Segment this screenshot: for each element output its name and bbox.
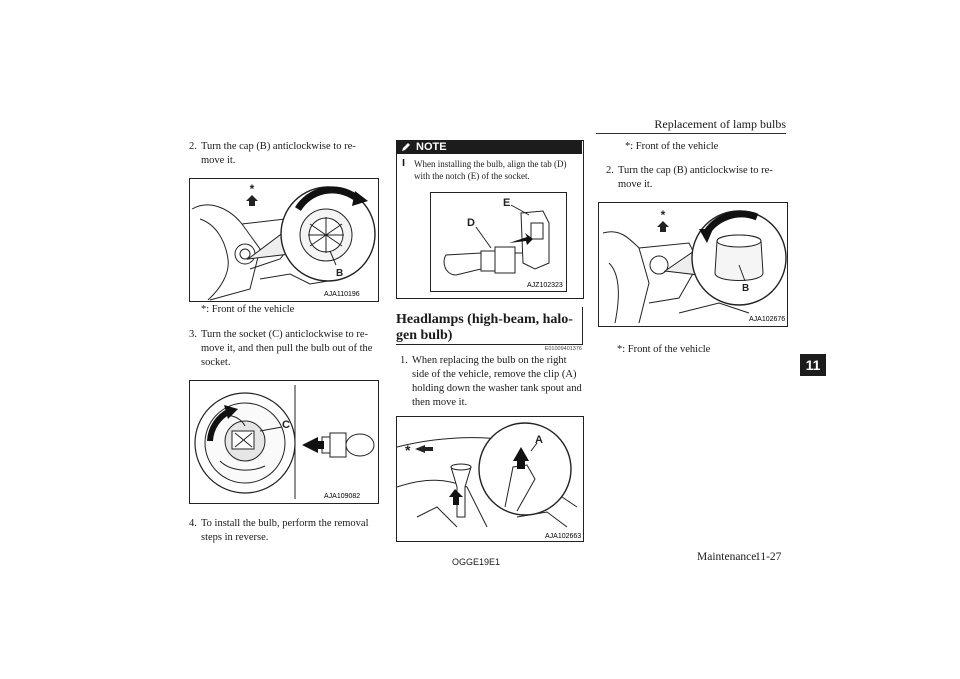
caption-bottom-right: *: Front of the vehicle — [617, 344, 711, 355]
figure-id: AJA110196 — [324, 291, 360, 298]
label-e: E — [503, 197, 511, 209]
label-b: B — [742, 283, 750, 294]
step-4-left — [189, 517, 377, 545]
fig1-caption: *: Front of the vehicle — [201, 304, 295, 315]
footer-section-name: Maintenance — [697, 551, 757, 563]
step-text: To install the bulb, perform the removal — [201, 518, 369, 529]
note-pencil-icon — [400, 141, 412, 153]
cap-removal-right-illustration — [599, 203, 787, 326]
step-2-right — [606, 164, 786, 192]
note-text — [402, 158, 580, 182]
step-text-cont: move it, and then pull the bulb out of the — [201, 343, 373, 354]
step-text: When replacing the bulb on the right — [412, 355, 567, 366]
step-text-cont: holding down the washer tank spout and — [412, 383, 582, 394]
step-text-cont: socket. — [201, 357, 231, 368]
figure-id: AJZ102323 — [527, 282, 563, 289]
figure-cap-removal-right — [598, 202, 788, 327]
step-2-left — [189, 140, 377, 168]
caption-top-right: *: Front of the vehicle — [625, 141, 719, 152]
figure-washer-clip — [396, 416, 584, 542]
step-text-cont: steps in reverse. — [201, 532, 269, 543]
step-number: 2. — [606, 165, 614, 176]
section-rule — [396, 344, 582, 345]
section-heading-line: Headlamps (high-beam, halo- — [396, 312, 573, 327]
socket-removal-illustration — [190, 381, 378, 503]
step-1-middle — [400, 354, 582, 410]
figure-id: AJA102676 — [749, 316, 786, 323]
figure-bulb-alignment — [430, 192, 567, 292]
header-rule — [596, 133, 786, 134]
note-title: NOTE — [416, 141, 447, 153]
footer-page-number: 11-27 — [755, 551, 782, 563]
step-text-cont: move it. — [618, 179, 653, 190]
step-number: 4. — [189, 518, 197, 529]
step-text-cont: move it. — [201, 155, 236, 166]
figure-id: AJA102663 — [545, 533, 582, 540]
step-3-left — [189, 328, 377, 370]
label-d: D — [467, 217, 475, 229]
label-c: C — [282, 419, 290, 431]
step-text-cont: then move it. — [412, 397, 468, 408]
footer-doc-code: OGGE19E1 — [452, 557, 501, 567]
step-number: 2. — [189, 141, 197, 152]
star-label: * — [249, 182, 255, 196]
bullet: l — [402, 159, 406, 169]
cap-removal-illustration — [190, 179, 378, 301]
step-text: Turn the socket (C) anticlockwise to re- — [201, 329, 368, 340]
star-label: * — [660, 208, 666, 222]
figure-id: AJA109082 — [324, 493, 361, 500]
figure-socket-removal — [189, 380, 379, 504]
note-line: with the notch (E) of the socket. — [414, 171, 530, 181]
label-b: B — [336, 268, 344, 279]
running-header: Replacement of lamp bulbs — [654, 117, 786, 131]
note-line: When installing the bulb, align the tab (D) — [414, 159, 567, 169]
bulb-alignment-illustration — [431, 193, 566, 291]
figure-cap-removal — [189, 178, 379, 302]
step-number: 3. — [189, 329, 197, 340]
section-heading — [396, 312, 582, 344]
label-a: A — [535, 434, 543, 446]
step-text: Turn the cap (B) anticlockwise to re- — [618, 165, 773, 176]
step-number: 1. — [400, 355, 408, 366]
step-text: Turn the cap (B) anticlockwise to re- — [201, 141, 356, 152]
chapter-tab: 11 — [800, 354, 826, 376]
washer-clip-illustration — [397, 417, 583, 541]
step-text-cont: side of the vehicle, remove the clip (A) — [412, 369, 577, 380]
section-rule-vertical — [582, 307, 583, 345]
star-label: * — [405, 442, 411, 458]
section-heading-line: gen bulb) — [396, 328, 453, 343]
section-code: E01009401376 — [544, 346, 582, 352]
